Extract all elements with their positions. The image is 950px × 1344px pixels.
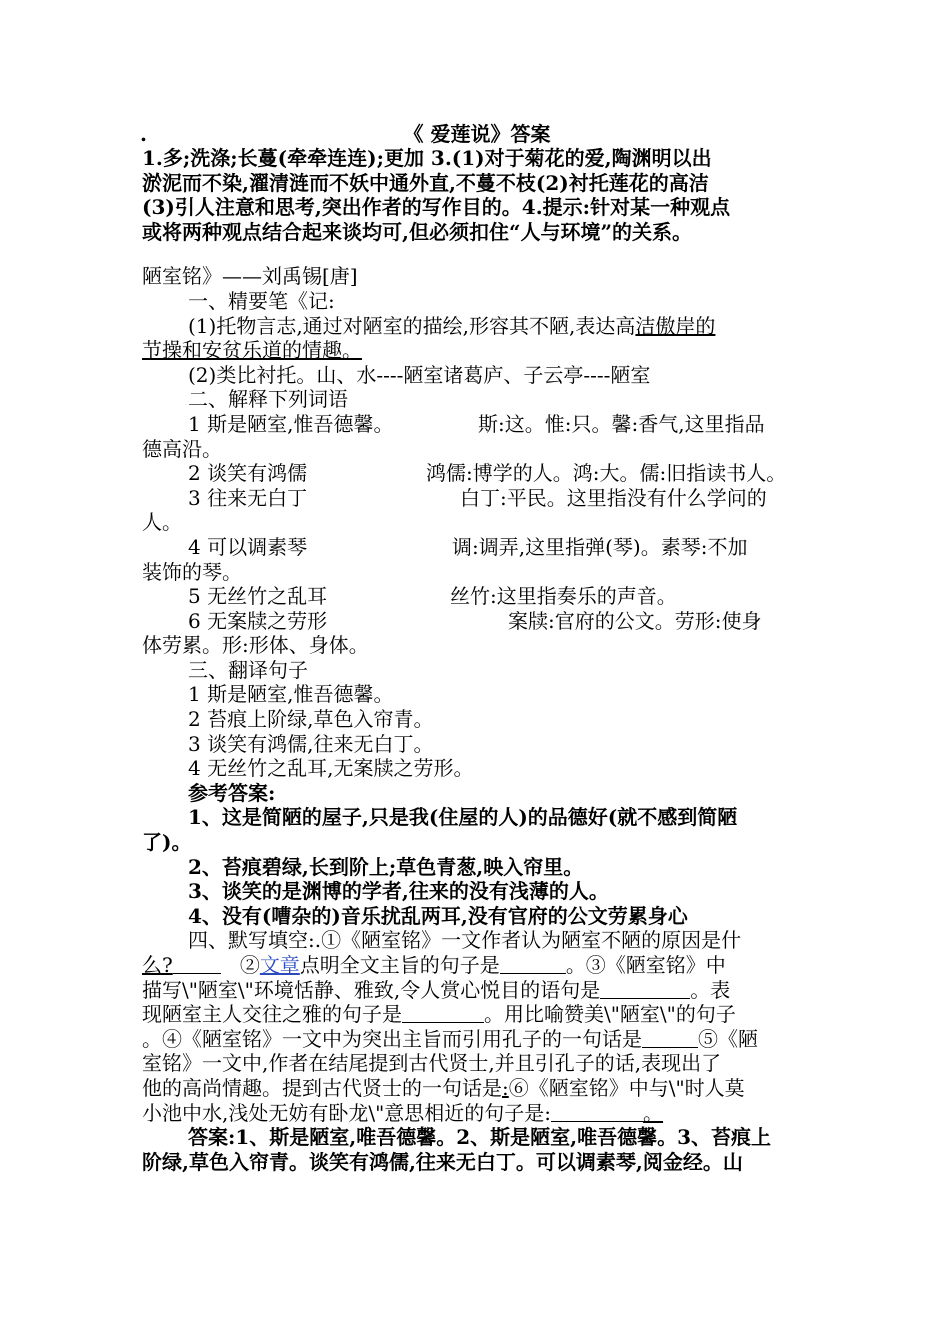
final-answer: 答案:1、斯是陋室,唯吾德馨。2、斯是陋室,唯吾德馨。3、苔痕上	[188, 1125, 772, 1150]
reference-answer: 3、谈笑的是渊博的学者,往来的没有浅薄的人。	[188, 879, 609, 904]
word-item: 5 无丝竹之乱耳 丝竹:这里指奏乐的声音。	[188, 584, 677, 609]
answer-line: 1.多;洗涤;长蔓(牵牵连连);更加 3.(1)对于菊花的爱,陶渊明以出	[142, 146, 712, 170]
leading-dot: .	[140, 122, 147, 146]
word-item: 6 无案牍之劳形 案牍:官府的公文。劳形:使身	[188, 608, 762, 633]
part1-title: 一、精要笔《记:	[188, 288, 335, 313]
document-title	[142, 122, 812, 146]
sentence-item: 2 苔痕上阶绿,草色入帘青。	[188, 707, 434, 732]
fill-blank-line: 。④《陋室铭》一文中为突出主旨而引用孔子的一句话是 ⑤《陋	[142, 1026, 758, 1051]
reference-answer: 4、没有(嘈杂的)音乐扰乱两耳,没有官府的公文劳累身心	[188, 903, 688, 928]
word-item: 2 谈笑有鸿儒 鸿儒:博学的人。鸿:大。儒:旧指读书人。	[188, 461, 787, 486]
article-link[interactable]: 文章	[259, 953, 300, 977]
fill-blank-line: 么? ②文章点明全文主旨的句子是 。③《陋室铭》中	[142, 953, 726, 977]
ailian-answers	[142, 146, 812, 244]
part3-title: 三、翻译句子	[188, 657, 308, 682]
word-item: 1 斯是陋室,惟吾德馨。 斯:这。惟:只。馨:香气,这里指品	[188, 411, 765, 436]
word-item-cont: 体劳累。形:形体、身体。	[142, 633, 369, 658]
sentence-item: 3 谈笑有鸿儒,往来无白丁。	[188, 731, 434, 756]
document-page	[142, 122, 812, 1174]
answer-line: (3)引人注意和思考,突出作者的写作目的。4.提示:针对某一种观点	[142, 195, 731, 220]
final-answer-cont: 阶绿,草色入帘青。谈笑有鸿儒,往来无白丁。可以调素琴,阅金经。山	[142, 1149, 743, 1174]
reference-answer: 1、这是简陋的屋子,只是我(住屋的人)的品德好(就不感到简陋	[188, 805, 738, 830]
sentence-item: 4 无丝竹之乱耳,无案牍之劳形。	[188, 756, 474, 781]
word-item-cont: 人。	[142, 510, 182, 535]
part2-title: 二、解释下列词语	[188, 387, 348, 412]
title-text: 《 爱莲说》答案	[403, 122, 551, 146]
fill-blank-line: 描写\"陋室\"环境恬静、雅致,令人赏心悦目的语句是 。表	[142, 977, 731, 1002]
part1-point1: (1)托物言志,通过对陋室的描绘,形容其不陋,表达高洁傲岸的	[188, 313, 716, 338]
answer-line: 淤泥而不染,濯清涟而不妖中通外直,不蔓不枝(2)衬托莲花的高洁	[142, 170, 709, 195]
section-heading: 陋室铭》——刘禹锡[唐]	[142, 264, 358, 289]
part1-point2: (2)类比衬托。山、水----陋室诸葛庐、子云亭----陋室	[188, 362, 651, 387]
fill-blank-line: 四、默写填空:.①《陋室铭》一文作者认为陋室不陋的原因是什	[188, 928, 742, 953]
word-item-cont: 装饰的琴。	[142, 559, 242, 584]
reference-answer: 2、苔痕碧绿,长到阶上;草色青葱,映入帘里。	[188, 854, 584, 879]
fill-blank-line: 小池中水,浅处无妨有卧龙\"意思相近的句子是: 。	[142, 1100, 664, 1125]
reference-answer-title: 参考答案:	[188, 780, 276, 805]
word-item: 4 可以调素琴 调:调弄,这里指弹(琴)。素琴:不加	[188, 534, 748, 559]
reference-answer-cont: 了)。	[142, 830, 192, 855]
sentence-item: 1 斯是陋室,惟吾德馨。	[188, 682, 394, 707]
word-item-cont: 德高沿。	[142, 436, 222, 461]
word-item: 3 往来无白丁 白丁:平民。这里指没有什么学问的	[188, 485, 767, 510]
answer-line: 或将两种观点结合起来谈均可,但必须扣住“人与环境”的关系。	[142, 219, 692, 244]
part1-point1-cont: 节操和安贫乐道的情趣。	[142, 338, 362, 363]
fill-blank-line: 他的高尚情趣。提到古代贤士的一句话是:⑥《陋室铭》中与\"时人莫	[142, 1075, 745, 1100]
fill-blank-line: 室铭》一文中,作者在结尾提到古代贤士,并且引孔子的话,表现出了	[142, 1051, 722, 1076]
fill-blank-line: 现陋室主人交往之雅的句子是 。用比喻赞美\"陋室\"的句子	[142, 1002, 736, 1027]
